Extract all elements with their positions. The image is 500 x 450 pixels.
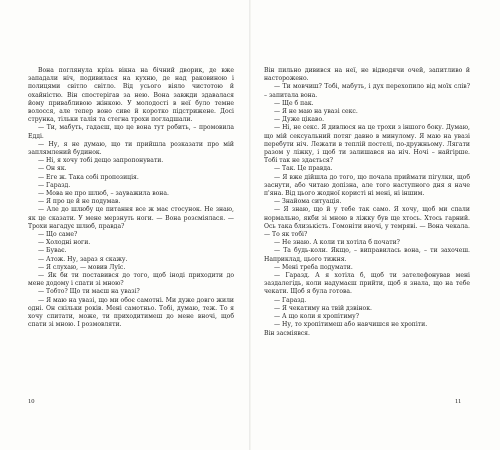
paragraph: — Гаразд. А я хотіла б, щоб ти зателефонував мені заздалегідь, коли надумаєш прийти, щоб я знала, що на тебе чекати. Щоб я була готова. xyxy=(264,272,470,296)
paragraph: — Що саме? xyxy=(38,231,78,239)
paragraph: — Я чекатиму на твій дзвінок. xyxy=(274,304,372,312)
paragraph: — Гаразд. xyxy=(38,181,71,189)
paragraph: — А що коли я хропітиму? xyxy=(274,313,360,321)
paragraph: — Ні, я хочу тобі дещо запропонувати. xyxy=(38,157,164,165)
paragraph: — Я про це й не подумав. xyxy=(38,198,121,206)
left-page-text xyxy=(28,67,234,330)
paragraph: — Он як. xyxy=(38,165,67,173)
paragraph: — Ти мовчиш? Тобі, мабуть, і дух перехопило від моїх слів? – запитала вона. xyxy=(264,83,470,99)
paragraph: — Я слухаю, — мовив Луїс. xyxy=(38,263,126,271)
page-number-right: 11 xyxy=(455,398,462,405)
paragraph: — Знайома ситуація. xyxy=(274,198,342,206)
paragraph: — Ще б пак. xyxy=(274,99,314,107)
paragraph: — Я не маю на увазі секс. xyxy=(274,108,358,116)
paragraph: — Не знаю. А коли ти хотіла б почати? xyxy=(274,239,400,247)
paragraph: — Я вже дійшла до того, що почала приймати пігулки, щоб заснути, або читаю допізна, але того наступного дня я наче п'яна. Від цього жодної користі ні мені, ні іншим. xyxy=(264,173,470,198)
paragraph: — Ні, не секс. Я дивлюся на це трохи з іншого боку. Думаю, що мій сексуальний потяг давно в минулому. Я маю на увазі перебути ніч. Лежати в теплій постелі, по-дружньому. Лягати разом у ліжку, і щоб ти залишався на ніч. Ночі – найгірше. Тобі так не здається? xyxy=(264,124,470,165)
paragraph: — Але до шлюбу це питання все ж має стосунок. Не знаю, як це сказати. У мене мерзнуть ноги. — Вона розсміялася. — Трохи нагадує шлюб, правда? xyxy=(28,206,234,230)
paragraph: — Холодні ноги. xyxy=(38,239,91,247)
paragraph: — Мені треба подумати. xyxy=(274,263,353,271)
right-page-text xyxy=(264,67,470,338)
paragraph: Вона поглянула крізь вікна на бічний дворик, де вже западали ніч, подивилася на кухню, де над раковиною і полицями світло світло. Від усього віяло чистотою й охайністю. Він спостерігав за нею. Вона завжди здавалася йому привабливою жінкою. У молодості в неї було темне волосся, але тепер воно сиве й коротко підстрижене. Досі струнка, тільки талія та стегна трохи погладшали. xyxy=(28,67,234,124)
paragraph: — Буває. xyxy=(38,247,67,255)
paragraph: — Так. Це правда. xyxy=(274,165,333,173)
paragraph: — Ну, то хропітимеш або навчишся не хропіти. xyxy=(274,321,428,329)
paragraph: — Дуже цікаво. xyxy=(274,116,325,124)
paragraph: — Атож. Ну, зараз я скажу. xyxy=(38,255,128,263)
paragraph: — Гаразд. xyxy=(274,296,307,304)
page-number-left: 10 xyxy=(28,398,35,405)
paragraph: Він пильно дивився на неї, не відводячи очей, запитливо й насторожено. xyxy=(264,67,470,83)
paragraph: — Ти, мабуть, гадаєш, що це вона тут робить, – промовила Едді. xyxy=(28,124,234,140)
paragraph: — Як би ти поставився до того, щоб іноді приходити до мене додому і спати зі мною? xyxy=(28,272,234,288)
paragraph: Він засміявся. xyxy=(264,329,310,337)
paragraph: — Та будь-коли. Якщо, – виправилась вона, – ти захочеш. Наприклад, цього тижня. xyxy=(264,247,470,263)
paragraph: — Мова не про шлюб, – зауважила вона. xyxy=(38,190,169,198)
paragraph: — Еге ж. Така собі пропозиція. xyxy=(38,173,139,181)
paragraph: — Я маю на увазі, що ми обоє самотні. Ми дуже довго жили одні. Он скільки років. Мені самотньо. Тобі, думаю, теж. То я хочу спитати, може, ти приходитимеш до мене вночі, щоб спати зі мною. І розмовляти. xyxy=(28,296,234,329)
paragraph: — Ну, я не думаю, що ти прийшла розказати про мій заплямлений будинок. xyxy=(28,140,234,157)
paragraph: — Я знаю, що й у тебе так само. Я хочу, щоб ми спали нормально, якби зі мною в ліжку був ще хтось. Хтось гарний. Ось така близькість. Гомоніти вночі, у темряві. — Вона чекала. — То як тобі? xyxy=(264,206,470,239)
paragraph: — Тобто? Що ти маєш на увазі? xyxy=(38,288,140,296)
